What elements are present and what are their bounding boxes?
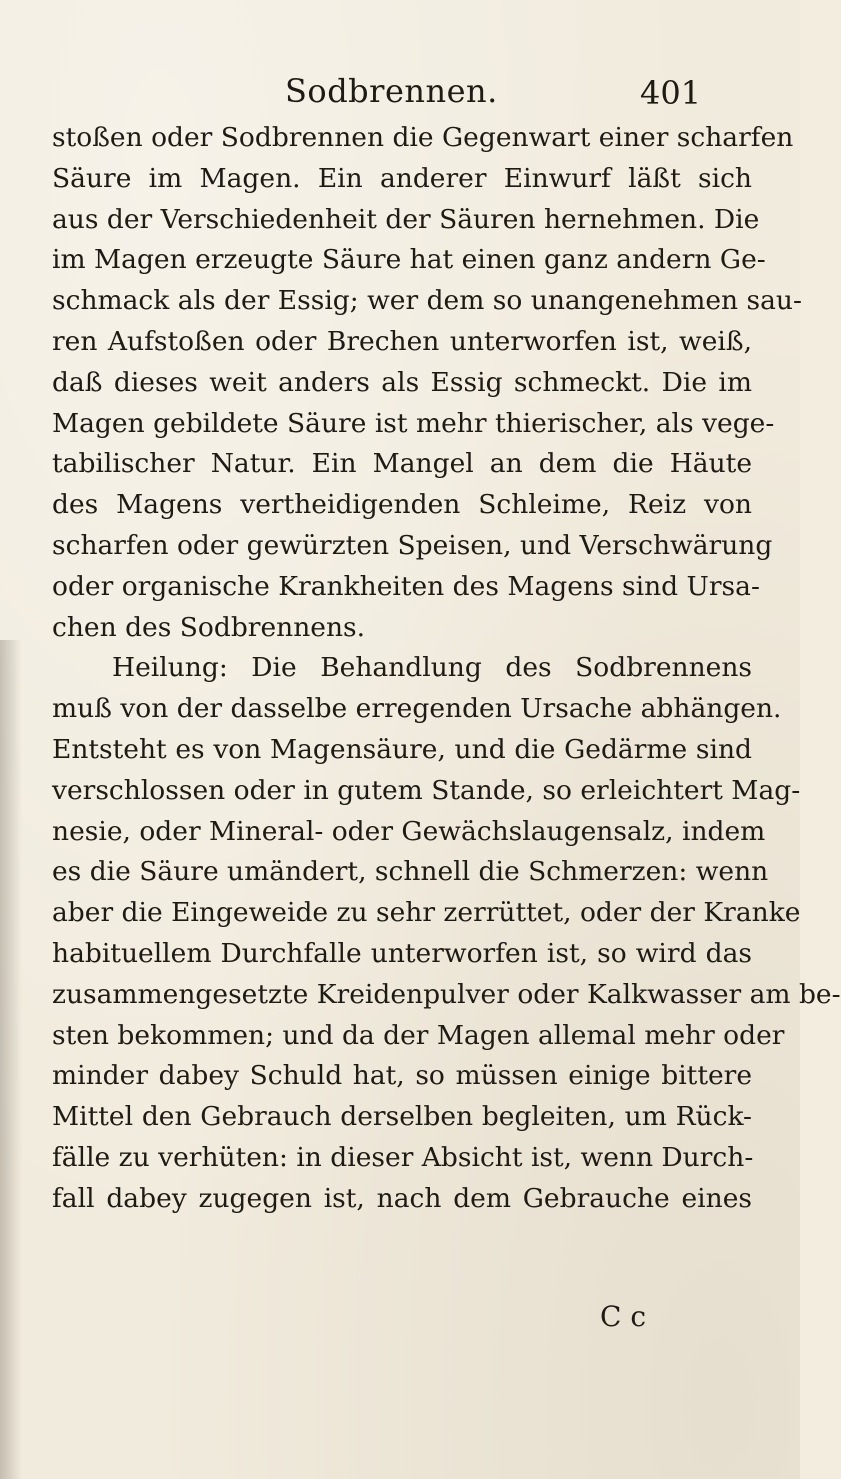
text-line: aus der Verschiedenheit der Säuren hernehmen. Die [52, 203, 760, 235]
text-line: daß dieses weit anders als Essig schmeckt. Die im [52, 366, 752, 398]
section-heading-line: Heilung: Die Behandlung des Sodbrennens [112, 652, 752, 684]
text-line: verschlossen oder in gutem Stande, so erleichtert Mag- [52, 774, 801, 806]
text-line: ren Aufstoßen oder Brechen unterworfen ist, weiß, [52, 325, 752, 357]
text-line: nesie, oder Mineral- oder Gewächslaugensalz, indem [52, 815, 766, 847]
text-line: fall dabey zugegen ist, nach dem Gebrauche eines [52, 1182, 752, 1214]
text-line: Entsteht es von Magensäure, und die Gedärme sind [52, 733, 752, 765]
text-line: oder organische Krankheiten des Magens sind Ursa- [52, 570, 760, 602]
text-line: des Magens vertheidigenden Schleime, Reiz von [52, 489, 752, 521]
text-line: zusammengesetzte Kreidenpulver oder Kalkwasser am be- [52, 978, 841, 1010]
text-line: muß von der dasselbe erregenden Ursache abhängen. [52, 693, 782, 725]
signature-mark: C c [600, 1300, 647, 1333]
text-line: habituellem Durchfalle unterworfen ist, so wird das [52, 937, 752, 969]
page-number: 401 [640, 74, 702, 112]
text-line: Mittel den Gebrauch derselben begleiten, um Rück- [52, 1101, 752, 1133]
text-line: chen des Sodbrennens. [52, 611, 366, 643]
text-line: tabilischer Natur. Ein Mangel an dem die Häute [52, 448, 752, 480]
text-line: Säure im Magen. Ein anderer Einwurf läßt sich [52, 162, 752, 194]
text-line: schmack als der Essig; wer dem so unangenehmen sau- [52, 285, 802, 317]
text-line: aber die Eingeweide zu sehr zerrüttet, oder der Kranke [52, 897, 801, 929]
body-text [52, 118, 841, 1220]
text-line: es die Säure umändert, schnell die Schmerzen: wenn [52, 856, 769, 888]
running-head [0, 72, 800, 112]
text-line: minder dabey Schuld hat, so müssen einige bittere [52, 1060, 752, 1092]
running-title: Sodbrennen. [285, 72, 498, 110]
text-line: im Magen erzeugte Säure hat einen ganz andern Ge- [52, 244, 766, 276]
text-line: stoßen oder Sodbrennen die Gegenwart einer scharfen [52, 122, 794, 153]
text-line: Magen gebildete Säure ist mehr thierischer, als vege- [52, 407, 775, 439]
text-line: sten bekommen; und da der Magen allemal mehr oder [52, 1019, 785, 1051]
text-line: fälle zu verhüten: in dieser Absicht ist, wenn Durch- [52, 1141, 754, 1173]
text-line: scharfen oder gewürzten Speisen, und Verschwärung [52, 529, 773, 561]
page-shadow-edge [0, 640, 22, 1479]
